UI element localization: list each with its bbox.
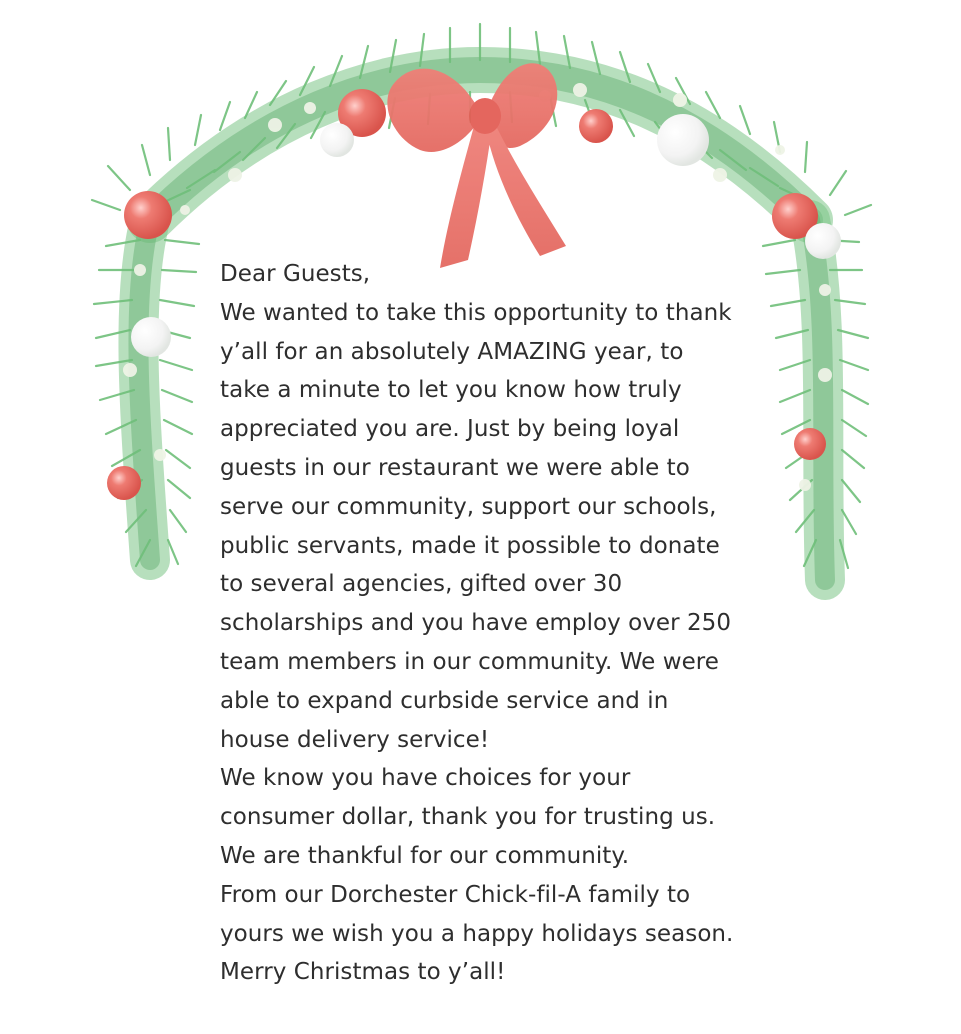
letter-line: yours we wish you a happy holidays season. [220,920,734,947]
letter-line: able to expand curbside service and in [220,687,669,714]
letter-line: appreciated you are. Just by being loyal [220,416,680,443]
letter-line: to several agencies, gifted over 30 [220,571,623,598]
letter-line: y’all for an absolutely AMAZING year, to [220,338,684,365]
letter-line: consumer dollar, thank you for trusting us. [220,804,716,831]
letter-line: Dear Guests, [220,261,371,287]
letter-line: take a minute to let you know how truly [220,377,682,404]
letter-line: We are thankful for our community. [220,842,630,869]
letter-line: We know you have choices for your [220,765,631,792]
red-bow [387,63,566,268]
letter-line: guests in our restaurant we were able to [220,454,690,481]
letter-body [220,255,820,992]
letter-line: team members in our community. We were [220,648,719,675]
letter-line: scholarships and you have employ over 250 [220,610,732,637]
letter-line: house delivery service! [220,726,490,753]
letter-line: serve our community, support our schools, [220,493,717,520]
letter-line: We wanted to take this opportunity to thank [220,299,732,326]
letter-line: public servants, made it possible to donate [220,532,720,559]
letter-line: Merry Christmas to y’all! [220,959,506,986]
letter-line: From our Dorchester Chick-fil-A family to [220,881,691,908]
